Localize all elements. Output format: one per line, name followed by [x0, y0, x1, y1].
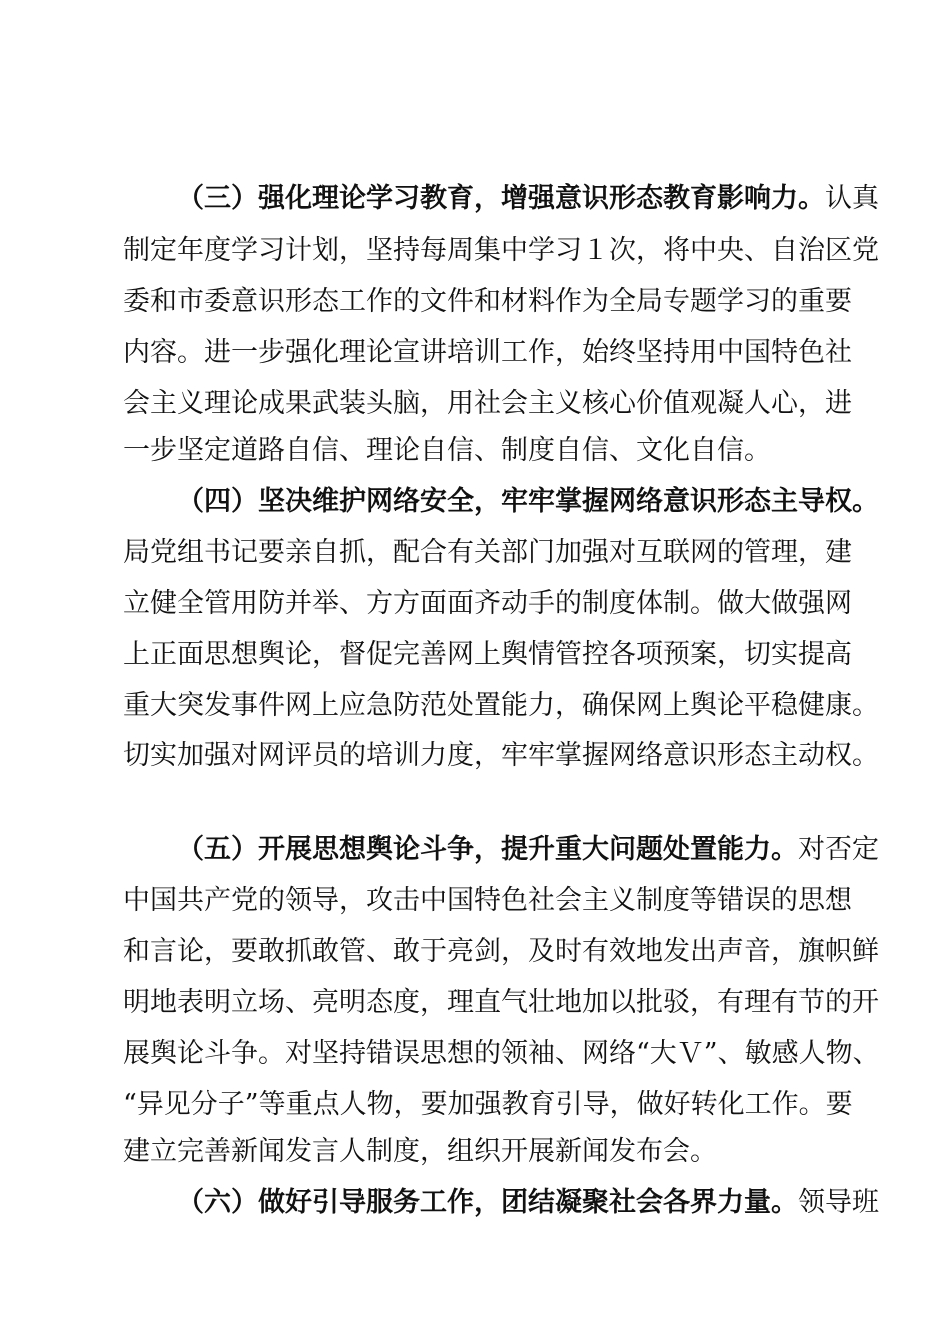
- section-6-heading: （六）做好引导服务工作，团结凝聚社会各界力量。: [177, 1187, 798, 1218]
- paragraph-4-line-2: 局党组书记要亲自抓，配合有关部门加强对互联网的管理，建: [123, 537, 852, 568]
- paragraph-5-line-6: “异见分子”等重点人物，要加强教育引导，做好转化工作。要: [123, 1089, 853, 1120]
- section-3-heading: （三）强化理论学习教育，增强意识形态教育影响力。: [177, 183, 825, 214]
- section-6-text: 领导班: [798, 1187, 879, 1218]
- paragraph-3-line-5: 会主义理论成果武装头脑，用社会主义核心价值观凝人心，进: [123, 388, 852, 419]
- paragraph-4-line-5: 重大突发事件网上应急防范处置能力，确保网上舆论平稳健康。: [123, 690, 879, 721]
- paragraph-5-line-4: 明地表明立场、亮明态度，理直气壮地加以批驳，有理有节的开: [123, 987, 879, 1018]
- paragraph-3-line-2: 制定年度学习计划，坚持每周集中学习１次，将中央、自治区党: [123, 235, 879, 266]
- paragraph-6-line-1: [123, 1183, 879, 1223]
- paragraph-4-line-6: 切实加强对网评员的培训力度，牢牢掌握网络意识形态主动权。: [123, 740, 879, 771]
- paragraph-5-line-7: 建立完善新闻发言人制度，组织开展新闻发布会。: [123, 1136, 717, 1167]
- paragraph-5-line-1: [123, 830, 879, 870]
- paragraph-3-line-6: 一步坚定道路自信、理论自信、制度自信、文化自信。: [123, 435, 771, 466]
- paragraph-3-line-1: [123, 179, 879, 219]
- paragraph-3-line-3: 委和市委意识形态工作的文件和材料作为全局专题学习的重要: [123, 286, 852, 317]
- section-5-heading: （五）开展思想舆论斗争，提升重大问题处置能力。: [177, 834, 798, 865]
- section-5-text: 对否定: [798, 834, 879, 865]
- paragraph-3-line-4: 内容。进一步强化理论宣讲培训工作，始终坚持用中国特色社: [123, 337, 852, 368]
- section-4-heading: （四）坚决维护网络安全，牢牢掌握网络意识形态主导权。: [177, 486, 879, 517]
- paragraph-5-line-2: 中国共产党的领导，攻击中国特色社会主义制度等错误的思想: [123, 885, 852, 916]
- paragraph-4-line-4: 上正面思想舆论，督促完善网上舆情管控各项预案，切实提高: [123, 639, 852, 670]
- paragraph-4-line-3: 立健全管用防并举、方方面面齐动手的制度体制。做大做强网: [123, 588, 852, 619]
- paragraph-4-line-1: [123, 482, 879, 522]
- paragraph-5-line-5: 展舆论斗争。对坚持错误思想的领袖、网络“大Ｖ”、敏感人物、: [123, 1038, 880, 1069]
- section-3-text: 认真: [825, 183, 879, 214]
- paragraph-5-line-3: 和言论，要敢抓敢管、敢于亮剑，及时有效地发出声音，旗帜鲜: [123, 936, 879, 967]
